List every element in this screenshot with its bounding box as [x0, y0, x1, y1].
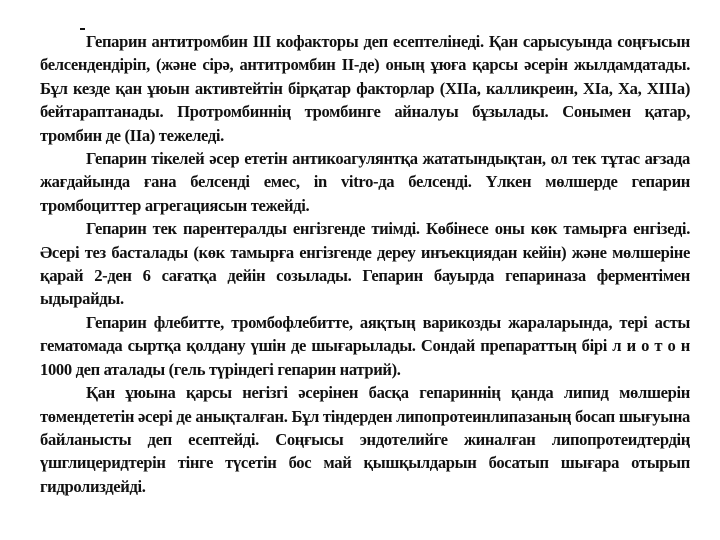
paragraph-topical-use: Гепарин флебитте, тромбофлебитте, аяқтың варикозды жараларында, тері асты гематомада сыртқа қолдану үшін де шығарылады. Сондай препараттың бірі л и о т о н 1000 деп аталады (гель түріндегі гепарин натрий). — [40, 312, 690, 379]
paragraph-heparin-mechanism: Гепарин антитромбин III кофакторы деп есептелінеді. Қан сарысуында соңғысын белсендендіріп, (және сірә, антитромбин II-де) оның ұюға қарсы әсерін жылдамдатады. Бұл кезде қан ұюын активтейтін бірқатар факторлар (XIIa, калликреин, XIa, Xa, XIIIa) бейтараптанады. Протромбиннің тромбинге айналуы бұзылады. Сонымен қатар, тромбин де (IIa) тежеледі. — [40, 32, 690, 145]
paragraph-lipid-effect: Қан ұюына қарсы негізгі әсерінен басқа гепариннің қанда липид мөлшерін төмендететін әсері де анықталған. Бұл тіндерден липопротеинлипазаның босап шығуына байланысты деп есептейді. Соңғысы эндотелийге жиналған липопротеидтердің үшглицеридтерін тінге түсетін бос май қышқылдарын босатып шығара отырып гидролиздейді. — [40, 383, 690, 496]
paragraph-administration: Гепарин тек парентералды енгізгенде тиімді. Көбінесе оны көк тамырға енгізеді. Әсері тез басталады (көк тамырға енгізгенде дереу инъекциядан кейін) және мөлшеріне қарай 2-ден 6 сағатқа дейін созылады. Гепарин бауырда гепариназа ферментімен ыдырайды. — [40, 219, 690, 309]
document-body — [40, 30, 690, 498]
paragraph-direct-anticoagulant: Гепарин тікелей әсер ететін антикоагулянтқа жататындықтан, ол тек тұтас ағзада жағдайында ғана белсенді емес, in vitro-да белсенді. Үлкен мөлшерде гепарин тромбоциттер агрегациясын тежейді. — [40, 149, 690, 215]
